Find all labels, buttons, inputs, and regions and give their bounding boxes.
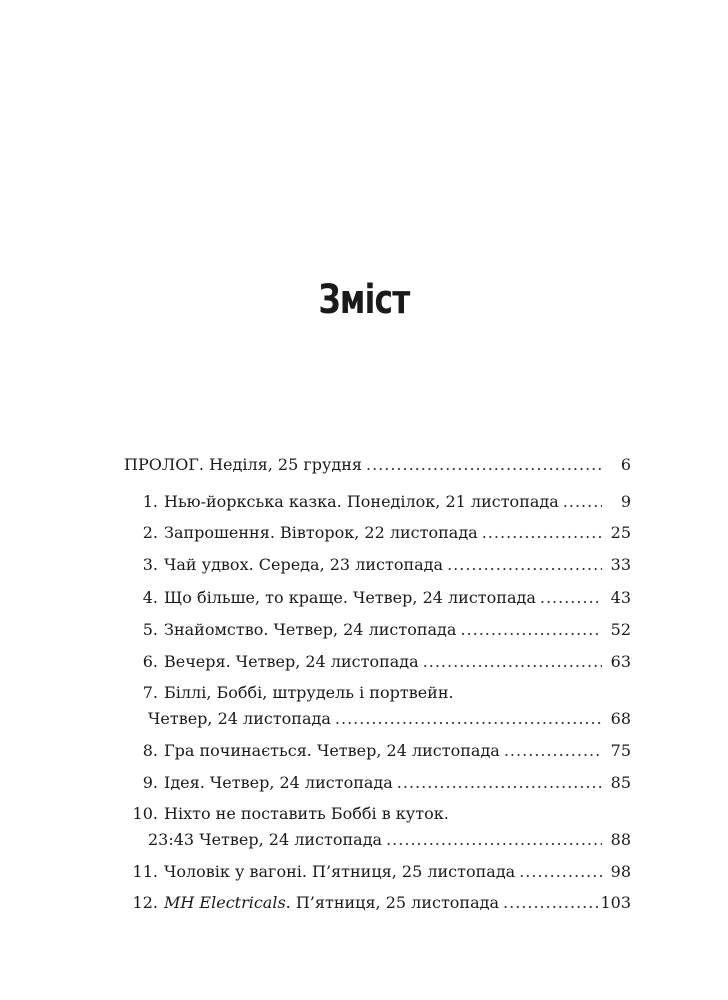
toc-page-number: 43	[610, 588, 631, 607]
page-title: Зміст	[318, 277, 410, 323]
toc-entry-4[interactable]	[0, 588, 728, 608]
toc-page-number: 98	[610, 862, 631, 881]
toc-chapter-number: 1.	[142, 492, 158, 511]
toc-chapter-number: 9.	[142, 773, 158, 792]
toc-entry-label: Нью-йоркська казка. Понеділок, 21 листопада	[164, 492, 559, 511]
toc-entry-label: Що більше, то краще. Четвер, 24 листопада	[164, 588, 536, 607]
toc-entry-label: ПРОЛОГ. Неділя, 25 грудня	[124, 455, 362, 474]
toc-chapter-number: 10.	[132, 804, 158, 823]
toc-entry-label: Чоловік у вагоні. П’ятниця, 25 листопада	[164, 862, 516, 881]
toc-chapter-number: 6.	[142, 652, 158, 671]
toc-entry-label: Біллі, Боббі, штрудель і портвейн.	[164, 683, 454, 702]
dot-leader	[519, 862, 602, 881]
toc-page-number: 75	[610, 741, 631, 760]
toc-page-number: 68	[610, 709, 631, 728]
toc-entry-label-continuation: Четвер, 24 листопада	[148, 709, 331, 728]
dot-leader	[504, 741, 602, 760]
toc-entry-label-italic: MH Electricals	[164, 893, 286, 912]
toc-entry-label: Чай удвох. Середа, 23 листопада	[164, 555, 444, 574]
toc-entry-label: Знайомство. Четвер, 24 листопада	[164, 620, 457, 639]
dot-leader	[482, 523, 602, 542]
toc-entry-label: . П’ятниця, 25 листопада	[285, 893, 500, 912]
dot-leader	[386, 830, 602, 849]
toc-page-number: 88	[610, 830, 631, 849]
dot-leader	[447, 555, 602, 574]
toc-entry-label: Ніхто не поставить Боббі в куток.	[164, 804, 449, 823]
dot-leader	[503, 893, 602, 912]
toc-entry-prologue[interactable]	[0, 455, 728, 475]
toc-chapter-number: 5.	[142, 620, 158, 639]
toc-chapter-number: 3.	[142, 555, 158, 574]
toc-page-number: 63	[610, 652, 631, 671]
toc-chapter-number: 11.	[132, 862, 158, 881]
toc-page-number: 6	[620, 455, 631, 474]
toc-page-number: 9	[620, 492, 631, 511]
toc-chapter-number: 7.	[142, 683, 158, 702]
toc-entry-label: Вечеря. Четвер, 24 листопада	[164, 652, 419, 671]
toc-chapter-number: 2.	[142, 523, 158, 542]
toc-entry-3[interactable]	[0, 555, 728, 575]
dot-leader	[335, 709, 602, 728]
toc-entry-1[interactable]	[0, 492, 728, 512]
toc-entry-7[interactable]	[0, 683, 728, 703]
dot-leader	[460, 620, 602, 639]
dot-leader	[423, 652, 602, 671]
toc-page-number: 25	[610, 523, 631, 542]
toc-page-number: 33	[610, 555, 631, 574]
toc-entry-5[interactable]	[0, 620, 728, 640]
toc-page-number: 85	[610, 773, 631, 792]
toc-entry-label: Гра починається. Четвер, 24 листопада	[164, 741, 500, 760]
toc-chapter-number: 4.	[142, 588, 158, 607]
toc-entry-label-continuation: 23:43 Четвер, 24 листопада	[148, 830, 383, 849]
toc-entry-7-continuation[interactable]	[0, 709, 728, 729]
toc-entry-10-continuation[interactable]	[0, 830, 728, 850]
toc-entry-10[interactable]	[0, 804, 728, 824]
toc-entry-6[interactable]	[0, 652, 728, 672]
dot-leader	[366, 455, 602, 474]
toc-chapter-number: 12.	[132, 893, 158, 912]
toc-page-number: 52	[610, 620, 631, 639]
toc-entry-label: Ідея. Четвер, 24 листопада	[164, 773, 393, 792]
toc-chapter-number: 8.	[142, 741, 158, 760]
toc-entry-label: Запрошення. Вівторок, 22 листопада	[164, 523, 478, 542]
toc-entry-9[interactable]	[0, 773, 728, 793]
toc-entry-11[interactable]	[0, 862, 728, 882]
toc-page-number: 103	[600, 893, 631, 912]
dot-leader	[397, 773, 602, 792]
toc-entry-12[interactable]	[0, 893, 728, 913]
toc-entry-8[interactable]	[0, 741, 728, 761]
toc-entry-2[interactable]	[0, 523, 728, 543]
